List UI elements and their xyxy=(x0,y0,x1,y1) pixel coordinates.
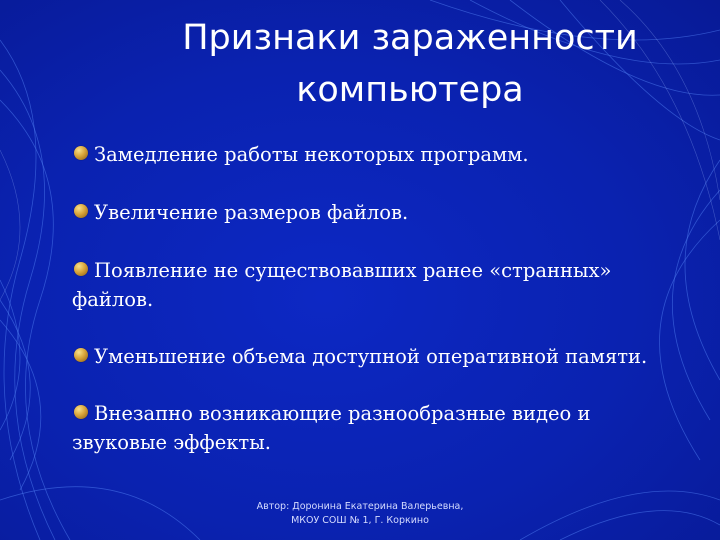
title-line-2: компьютера xyxy=(296,70,524,110)
author-footer xyxy=(240,500,480,528)
list-item xyxy=(72,342,672,371)
gold-sphere-bullet-icon xyxy=(74,146,88,160)
bullet-text: Появление не существовавших ранее «странных» файлов. xyxy=(72,259,612,311)
gold-sphere-bullet-icon xyxy=(74,262,88,276)
gold-sphere-bullet-icon xyxy=(74,204,88,218)
bullet-text: Увеличение размеров файлов. xyxy=(94,201,409,224)
gold-sphere-bullet-icon xyxy=(74,405,88,419)
footer-line-2: МКОУ СОШ № 1, Г. Коркино xyxy=(291,515,429,526)
bullet-text: Замедление работы некоторых программ. xyxy=(94,143,529,166)
gold-sphere-bullet-icon xyxy=(74,348,88,362)
title-line-1: Признаки зараженности xyxy=(182,18,638,58)
footer-line-1: Автор: Доронина Екатерина Валерьевна, xyxy=(256,501,464,512)
list-item xyxy=(72,140,672,169)
bullet-text: Уменьшение объема доступной оперативной памяти. xyxy=(94,345,648,368)
list-item xyxy=(72,399,672,457)
bullet-text: Внезапно возникающие разнообразные видео и звуковые эффекты. xyxy=(72,402,591,454)
list-item xyxy=(72,198,672,227)
slide-title xyxy=(150,12,670,116)
list-item xyxy=(72,256,672,314)
